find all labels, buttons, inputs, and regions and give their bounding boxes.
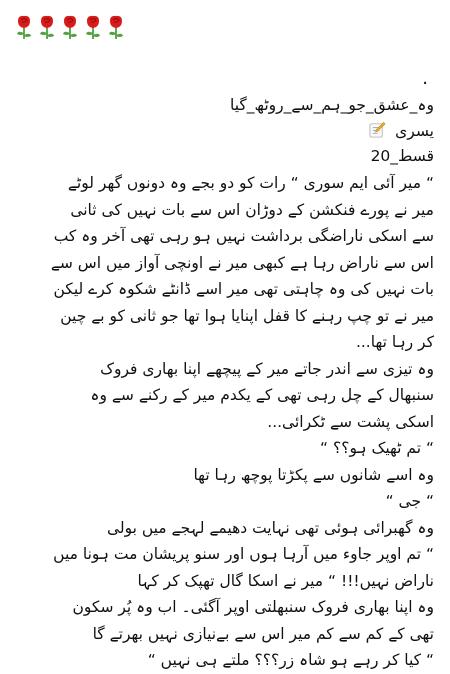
text-line: کر رہا تھا...: [355, 333, 434, 351]
text-line: “ تم ٹھیک ہو؟؟ “: [320, 439, 434, 457]
text-line: “ جی “: [385, 492, 434, 510]
text-line: وہ اپنا بھاری فروک سنبھلتی اوپر آگئی۔ اب وہ پُر سکون: [72, 598, 434, 616]
author-name: یسری: [395, 122, 434, 140]
text-line: “ میر آئی ایم سوری “ رات کو دو بجے وہ دونوں گھر لوٹے: [67, 174, 434, 192]
text-line: وہ تیزی سے اندر جاتے میر کے پیچھے اپنا بھاری فروک: [100, 359, 434, 378]
text-line: تھی کے کم سے کم میر اس سے بےنیازی نہیں بھرتے گا: [92, 624, 434, 643]
text-line: اسکی پشت سے ٹکرائی...: [267, 412, 434, 431]
dot-mark: .: [422, 68, 428, 89]
text-line: “ تم اوپر جاوء میں آرہا ہوں اور سنو پریشان مت ہونا میں: [53, 545, 434, 563]
memo-icon: [369, 121, 386, 138]
text-line: میر نے پورے فنکشن کے دوڑان اس سے بات نہیں کی ثانی: [70, 200, 434, 219]
story-title: وہ_عشق_جو_ہم_سے_روٹھ_گیا: [230, 96, 434, 114]
episode-label: قسط_20: [370, 147, 434, 165]
story-body: [14, 170, 434, 674]
text-line: ناراض نہیں!!! “ میر نے اسکا گال تھپک کر کہا: [137, 571, 434, 590]
text-line: بات نہیں کی وہ چاہتی تھی میر اسے ڈانٹے شکوہ کرے لیکن: [53, 280, 434, 298]
text-line: وہ اسے شانوں سے پکڑتا پوچھ رہا تھا: [193, 465, 434, 484]
rose-row: [14, 14, 126, 40]
text-line: سے اسکی ناراضگی برداشت نہیں ہو رہی تھی آخر وہ کب: [53, 227, 434, 245]
author-line: [14, 118, 434, 145]
text-line: وہ گھبرائی ہوئی تھی نہایت دھیمے لہجے میں بولی: [106, 518, 434, 537]
rose-icon: [106, 14, 126, 40]
rose-icon: [83, 14, 103, 40]
text-line: “ کیا کر رہے ہو شاہ زر؟؟؟ ملتے ہی نہیں “: [147, 651, 434, 669]
rose-icon: [37, 14, 57, 40]
text-line: میر نے تو چپ رہنے کا قفل اپنایا ہوا تھا جو ثانی کو بے چین: [60, 306, 434, 325]
text-line: سنبھال کے چل رہی تھی کے یکدم میر کے رکنے سے وہ: [90, 386, 434, 404]
text-line: اس سے ناراض رہا ہے کبھی میر نے اونچی آواز میں اس سے: [50, 253, 434, 272]
rose-icon: [14, 14, 34, 40]
rose-icon: [60, 14, 80, 40]
